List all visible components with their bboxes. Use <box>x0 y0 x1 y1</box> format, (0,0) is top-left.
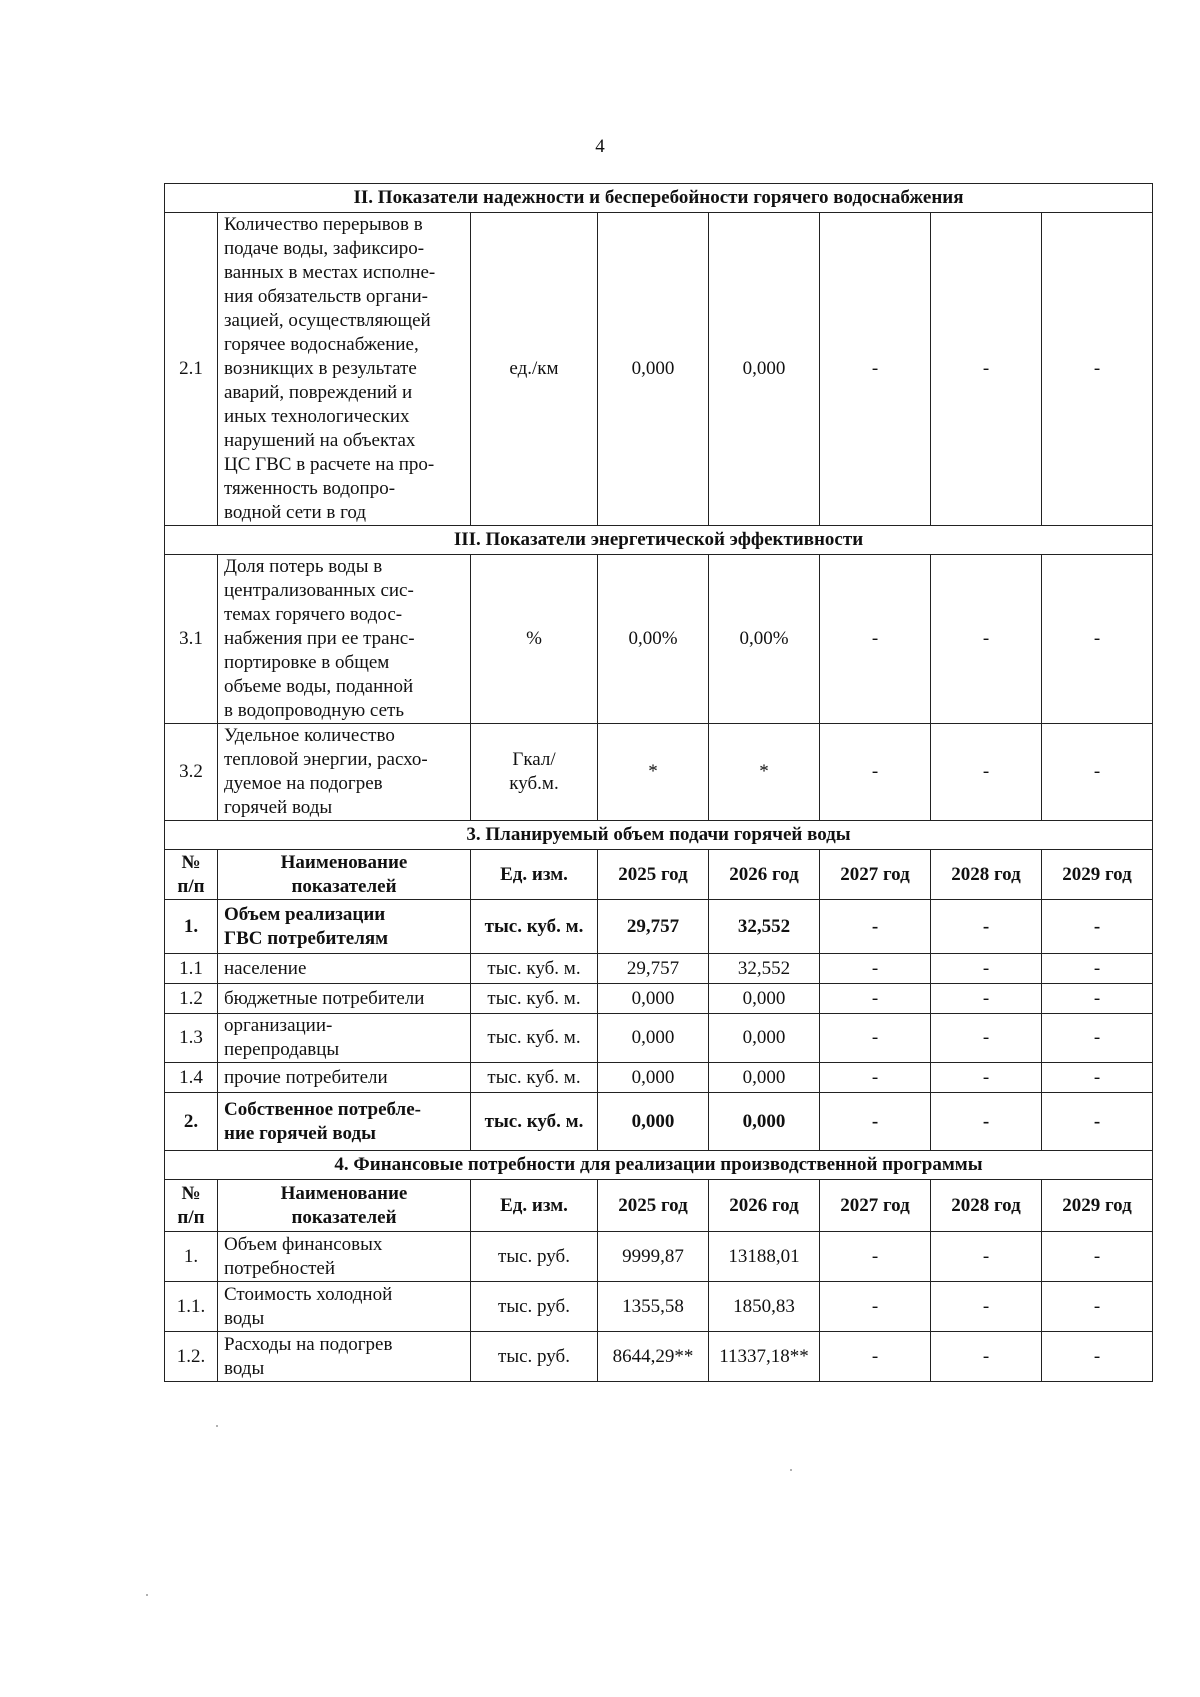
row-number: 1.2. <box>165 1332 218 1382</box>
header-num <box>165 850 218 900</box>
indicator-name-line: население <box>224 957 307 979</box>
row-number: 2.1 <box>165 213 218 526</box>
header-num-line: № <box>181 1182 201 1204</box>
row-number: 1.1. <box>165 1282 218 1332</box>
indicator-name <box>218 900 471 954</box>
indicator-name <box>218 984 471 1014</box>
table-row <box>165 984 1153 1014</box>
header-year: 2028 год <box>931 850 1042 900</box>
value-2025: 29,757 <box>598 900 709 954</box>
header-name-line: показателей <box>291 875 397 897</box>
scan-speck <box>146 1594 148 1596</box>
value-2026: 13188,01 <box>709 1232 820 1282</box>
value-2025: 0,000 <box>598 984 709 1014</box>
header-num-line: п/п <box>177 1206 205 1228</box>
indicator-name-line: темах горячего водос- <box>224 604 403 625</box>
value-2026: 0,00% <box>709 555 820 724</box>
scan-speck <box>216 1425 218 1427</box>
indicator-name-line: воды <box>224 1307 265 1329</box>
value-2027: - <box>820 1014 931 1063</box>
unit-cell <box>471 724 598 821</box>
value-2025: 0,000 <box>598 1063 709 1093</box>
value-2029: - <box>1042 724 1153 821</box>
value-2026: 11337,18** <box>709 1332 820 1382</box>
indicator-name-line: горячей воды <box>224 797 333 818</box>
row-number: 1. <box>165 1232 218 1282</box>
table-row <box>165 1063 1153 1093</box>
header-num-line: п/п <box>177 875 205 897</box>
value-2028: - <box>931 984 1042 1014</box>
value-2026: 0,000 <box>709 1063 820 1093</box>
value-2025: 29,757 <box>598 954 709 984</box>
value-2028: - <box>931 1282 1042 1332</box>
value-2029: - <box>1042 1093 1153 1151</box>
header-year: 2028 год <box>931 1180 1042 1232</box>
value-2028: - <box>931 1014 1042 1063</box>
table-row <box>165 555 1153 724</box>
indicator-name-line: Стоимость холодной <box>224 1283 393 1305</box>
value-2026: 0,000 <box>709 213 820 526</box>
value-2025: 0,000 <box>598 1014 709 1063</box>
indicator-name <box>218 1332 471 1382</box>
table-row <box>165 1232 1153 1282</box>
table-row <box>165 213 1153 526</box>
indicator-name <box>218 555 471 724</box>
indicator-name <box>218 724 471 821</box>
row-number: 1.4 <box>165 1063 218 1093</box>
table-row <box>165 954 1153 984</box>
value-2028: - <box>931 1093 1042 1151</box>
indicator-name-line: иных технологических <box>224 406 410 427</box>
indicator-name-line: потребностей <box>224 1257 336 1279</box>
indicator-name-line: организации- <box>224 1015 333 1036</box>
value-2028: - <box>931 1332 1042 1382</box>
value-2028: - <box>931 555 1042 724</box>
indicator-name-line: в водопроводную сеть <box>224 700 404 721</box>
section-iii-title-row <box>165 526 1153 555</box>
indicator-name-line: Расходы на подогрев <box>224 1333 393 1355</box>
unit-cell: % <box>471 555 598 724</box>
unit-cell: тыс. руб. <box>471 1232 598 1282</box>
value-2028: - <box>931 900 1042 954</box>
indicator-name <box>218 1232 471 1282</box>
section-3-title-row <box>165 821 1153 850</box>
section-title: 4. Финансовые потребности для реализации производственной программы <box>165 1151 1153 1180</box>
unit-cell: тыс. куб. м. <box>471 1063 598 1093</box>
section-4-title-row <box>165 1151 1153 1180</box>
header-year: 2025 год <box>598 1180 709 1232</box>
indicator-name-line: воды <box>224 1357 265 1379</box>
indicator-name-line: ГВС потребителям <box>224 927 389 949</box>
table-row <box>165 724 1153 821</box>
header-year: 2027 год <box>820 1180 931 1232</box>
indicator-name-line: подаче воды, зафиксиро- <box>224 238 425 259</box>
table-row <box>165 900 1153 954</box>
indicator-name-line: дуемое на подогрев <box>224 773 383 794</box>
table-row <box>165 1093 1153 1151</box>
header-year: 2029 год <box>1042 850 1153 900</box>
value-2028: - <box>931 213 1042 526</box>
value-2029: - <box>1042 213 1153 526</box>
value-2025: 0,00% <box>598 555 709 724</box>
header-name <box>218 1180 471 1232</box>
indicator-name-line: прочие потребители <box>224 1066 388 1088</box>
indicator-name-line: Удельное количество <box>224 725 395 746</box>
value-2026: * <box>709 724 820 821</box>
value-2026: 32,552 <box>709 954 820 984</box>
indicator-name-line: Количество перерывов в <box>224 214 423 235</box>
indicator-name-line: централизованных сис- <box>224 580 414 601</box>
value-2027: - <box>820 213 931 526</box>
unit-cell: тыс. руб. <box>471 1332 598 1382</box>
table-header-row <box>165 1180 1153 1232</box>
indicator-name <box>218 954 471 984</box>
header-name <box>218 850 471 900</box>
unit-cell: тыс. куб. м. <box>471 1093 598 1151</box>
indicator-name-line: перепродавцы <box>224 1039 340 1060</box>
unit-cell: ед./км <box>471 213 598 526</box>
value-2027: - <box>820 555 931 724</box>
value-2027: - <box>820 1063 931 1093</box>
value-2029: - <box>1042 1014 1153 1063</box>
value-2027: - <box>820 724 931 821</box>
value-2025: * <box>598 724 709 821</box>
indicator-name-line: набжения при ее транс- <box>224 628 415 649</box>
header-name-line: Наименование <box>280 1182 408 1204</box>
indicator-name <box>218 213 471 526</box>
row-number: 3.2 <box>165 724 218 821</box>
section-ii-title-row <box>165 184 1153 213</box>
row-number: 1.2 <box>165 984 218 1014</box>
header-num <box>165 1180 218 1232</box>
value-2029: - <box>1042 1282 1153 1332</box>
indicator-name-line: Объем финансовых <box>224 1233 383 1255</box>
indicator-name <box>218 1063 471 1093</box>
indicator-name-line: водной сети в год <box>224 502 367 523</box>
indicator-name-line: зацией, осуществляющей <box>224 310 431 331</box>
value-2027: - <box>820 1232 931 1282</box>
header-year: 2026 год <box>709 850 820 900</box>
value-2025: 9999,87 <box>598 1232 709 1282</box>
header-name-line: показателей <box>291 1206 397 1228</box>
header-num-line: № <box>181 851 201 873</box>
value-2027: - <box>820 1093 931 1151</box>
value-2026: 0,000 <box>709 984 820 1014</box>
indicator-name <box>218 1014 471 1063</box>
value-2027: - <box>820 900 931 954</box>
value-2029: - <box>1042 900 1153 954</box>
row-number: 1.1 <box>165 954 218 984</box>
value-2029: - <box>1042 1232 1153 1282</box>
indicators-table <box>164 183 1153 1382</box>
unit-cell: тыс. руб. <box>471 1282 598 1332</box>
value-2029: - <box>1042 1332 1153 1382</box>
table-row <box>165 1332 1153 1382</box>
row-number: 3.1 <box>165 555 218 724</box>
value-2025: 1355,58 <box>598 1282 709 1332</box>
value-2025: 0,000 <box>598 213 709 526</box>
page-number: 4 <box>595 136 605 157</box>
unit-cell: тыс. куб. м. <box>471 900 598 954</box>
indicator-name-line: тепловой энергии, расхо- <box>224 749 428 770</box>
indicator-name-line: ние горячей воды <box>224 1122 376 1144</box>
indicator-name-line: Доля потерь воды в <box>224 556 383 577</box>
value-2027: - <box>820 954 931 984</box>
table-row <box>165 1014 1153 1063</box>
row-number: 1. <box>165 900 218 954</box>
header-year: 2029 год <box>1042 1180 1153 1232</box>
indicator-name-line: Собственное потребле- <box>224 1098 421 1120</box>
indicator-name-line: ния обязательств органи- <box>224 286 428 307</box>
header-unit: Ед. изм. <box>471 850 598 900</box>
value-2025: 0,000 <box>598 1093 709 1151</box>
row-number: 1.3 <box>165 1014 218 1063</box>
table-header-row <box>165 850 1153 900</box>
value-2029: - <box>1042 984 1153 1014</box>
value-2026: 0,000 <box>709 1014 820 1063</box>
header-name-line: Наименование <box>280 851 408 873</box>
value-2029: - <box>1042 954 1153 984</box>
unit-cell: тыс. куб. м. <box>471 954 598 984</box>
value-2025: 8644,29** <box>598 1332 709 1382</box>
indicator-name-line: ванных в местах исполне- <box>224 262 436 283</box>
header-year: 2026 год <box>709 1180 820 1232</box>
indicator-name-line: возникщих в результате <box>224 358 417 379</box>
indicator-name-line: горячее водоснабжение, <box>224 334 419 355</box>
table-row <box>165 1282 1153 1332</box>
indicator-name <box>218 1282 471 1332</box>
indicator-name-line: портировке в общем <box>224 652 390 673</box>
value-2026: 0,000 <box>709 1093 820 1151</box>
section-title: II. Показатели надежности и бесперебойности горячего водоснабжения <box>165 184 1153 213</box>
value-2026: 32,552 <box>709 900 820 954</box>
value-2026: 1850,83 <box>709 1282 820 1332</box>
indicator-name-line: Объем реализации <box>224 903 386 925</box>
indicator-name-line: аварий, повреждений и <box>224 382 413 403</box>
value-2028: - <box>931 954 1042 984</box>
section-title: 3. Планируемый объем подачи горячей воды <box>165 821 1153 850</box>
value-2027: - <box>820 984 931 1014</box>
header-unit: Ед. изм. <box>471 1180 598 1232</box>
scan-speck <box>790 1469 792 1471</box>
unit-cell-line: куб.м. <box>509 773 559 794</box>
value-2028: - <box>931 724 1042 821</box>
value-2027: - <box>820 1332 931 1382</box>
row-number: 2. <box>165 1093 218 1151</box>
value-2027: - <box>820 1282 931 1332</box>
indicator-name-line: ЦС ГВС в расчете на про- <box>224 454 435 475</box>
indicator-name-line: нарушений на объектах <box>224 430 416 451</box>
unit-cell: тыс. куб. м. <box>471 1014 598 1063</box>
section-title: III. Показатели энергетической эффективности <box>165 526 1153 555</box>
value-2029: - <box>1042 1063 1153 1093</box>
header-year: 2027 год <box>820 850 931 900</box>
value-2028: - <box>931 1232 1042 1282</box>
unit-cell: тыс. куб. м. <box>471 984 598 1014</box>
value-2028: - <box>931 1063 1042 1093</box>
indicator-name-line: бюджетные потребители <box>224 987 425 1009</box>
unit-cell-line: Гкал/ <box>512 749 556 770</box>
value-2029: - <box>1042 555 1153 724</box>
indicator-name-line: тяженность водопро- <box>224 478 396 499</box>
header-year: 2025 год <box>598 850 709 900</box>
indicator-name <box>218 1093 471 1151</box>
indicator-name-line: объеме воды, поданной <box>224 676 414 697</box>
